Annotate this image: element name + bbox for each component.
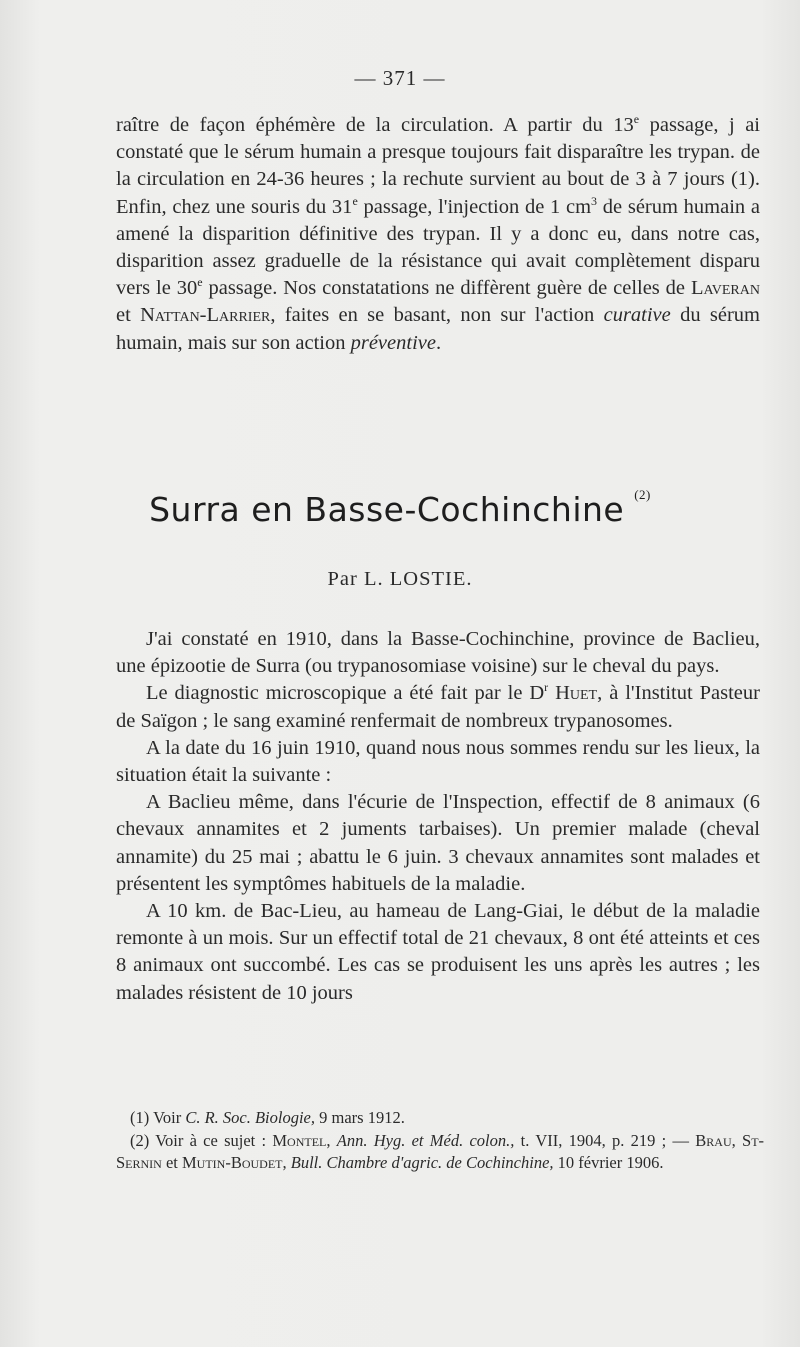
article-body (116, 626, 760, 1007)
author-laveran: Laveran (690, 277, 760, 300)
intro-paragraph-block (116, 112, 760, 357)
article-title: Surra en Basse-Cochinchine $^{(2)}$ (149, 487, 651, 529)
page-number: — 371 — (354, 66, 446, 90)
paragraph: A 10 km. de Bac-Lieu, au hameau de Lang-Giai, le début de la maladie remonte à un mois. Sur un effectif total de 21 chevaux, 8 ont été atteints et ces 8 animaux ont succombé. Les cas se produisent les uns après les autres ; les malades résistent de 10 jours (116, 900, 760, 1004)
title-footnote-marker: (2) (634, 487, 651, 502)
paragraph-continuation: raître de façon éphémère de la circulation. A partir du 13e passage, j ai constaté que le sérum humain a presque toujours fait disparaître les trypan. de la circulation en 24-36 heures ; la rechute survient au bout de 3 à 7 jours (1). Enfin, chez une souris du 31e passage, l'injection de 1 $cm^3$ de sérum humain a amené la disparition définitive des trypan. Il y a donc eu, dans notre cas, disparition assez graduelle de la résistance qui avait complètement disparu vers le 30e passage. Nos constatations ne diffèrent guère de celles de Laveran et Nattan-Larrier, faites en se basant, non sur l'action curative du sérum humain, mais sur son action préventive. (116, 112, 760, 354)
paragraph: J'ai constaté en 1910, dans la Basse-Cochinchine, province de Baclieu, une épizootie de Surra (ou trypanosomiase voisine) sur le cheval du pays. (116, 628, 760, 678)
byline: Par L. LOSTIE. (327, 568, 473, 590)
author-huet: Huet (555, 682, 598, 705)
paragraph: A Baclieu même, dans l'écurie de l'Inspection, effectif de 8 animaux (6 chevaux annamites et 2 juments tarbaises). Un premier malade (cheval annamite) du 25 mai ; abattu le 6 juin. 3 chevaux annamites sont malades et présentent les symptômes habituels de la maladie. (116, 791, 760, 895)
paragraph: Le diagnostic microscopique a été fait par le $D^r$ Huet, à l'Institut Pasteur de Saïgon ; le sang examiné renfermait de nombreux trypanosomes. (116, 680, 760, 732)
paragraph: A la date du 16 juin 1910, quand nous nous sommes rendu sur les lieux, la situation était la suivante : (116, 736, 760, 787)
footnotes (116, 1107, 764, 1175)
footnote-1: (1) Voir C. R. Soc. Biologie, 9 mars 1912. (130, 1108, 405, 1127)
author-nattan-larrier: Nattan-Larrier (140, 304, 271, 327)
footnote-2: (2) Voir à ce sujet : Montel, Ann. Hyg. et Méd. colon., t. VII, 1904, p. 219 ; — Brau, St-Sernin et Mutin-Boudet, Bull. Chambre d'agric. de Cochinchine, 10 février 1906. (116, 1130, 765, 1172)
